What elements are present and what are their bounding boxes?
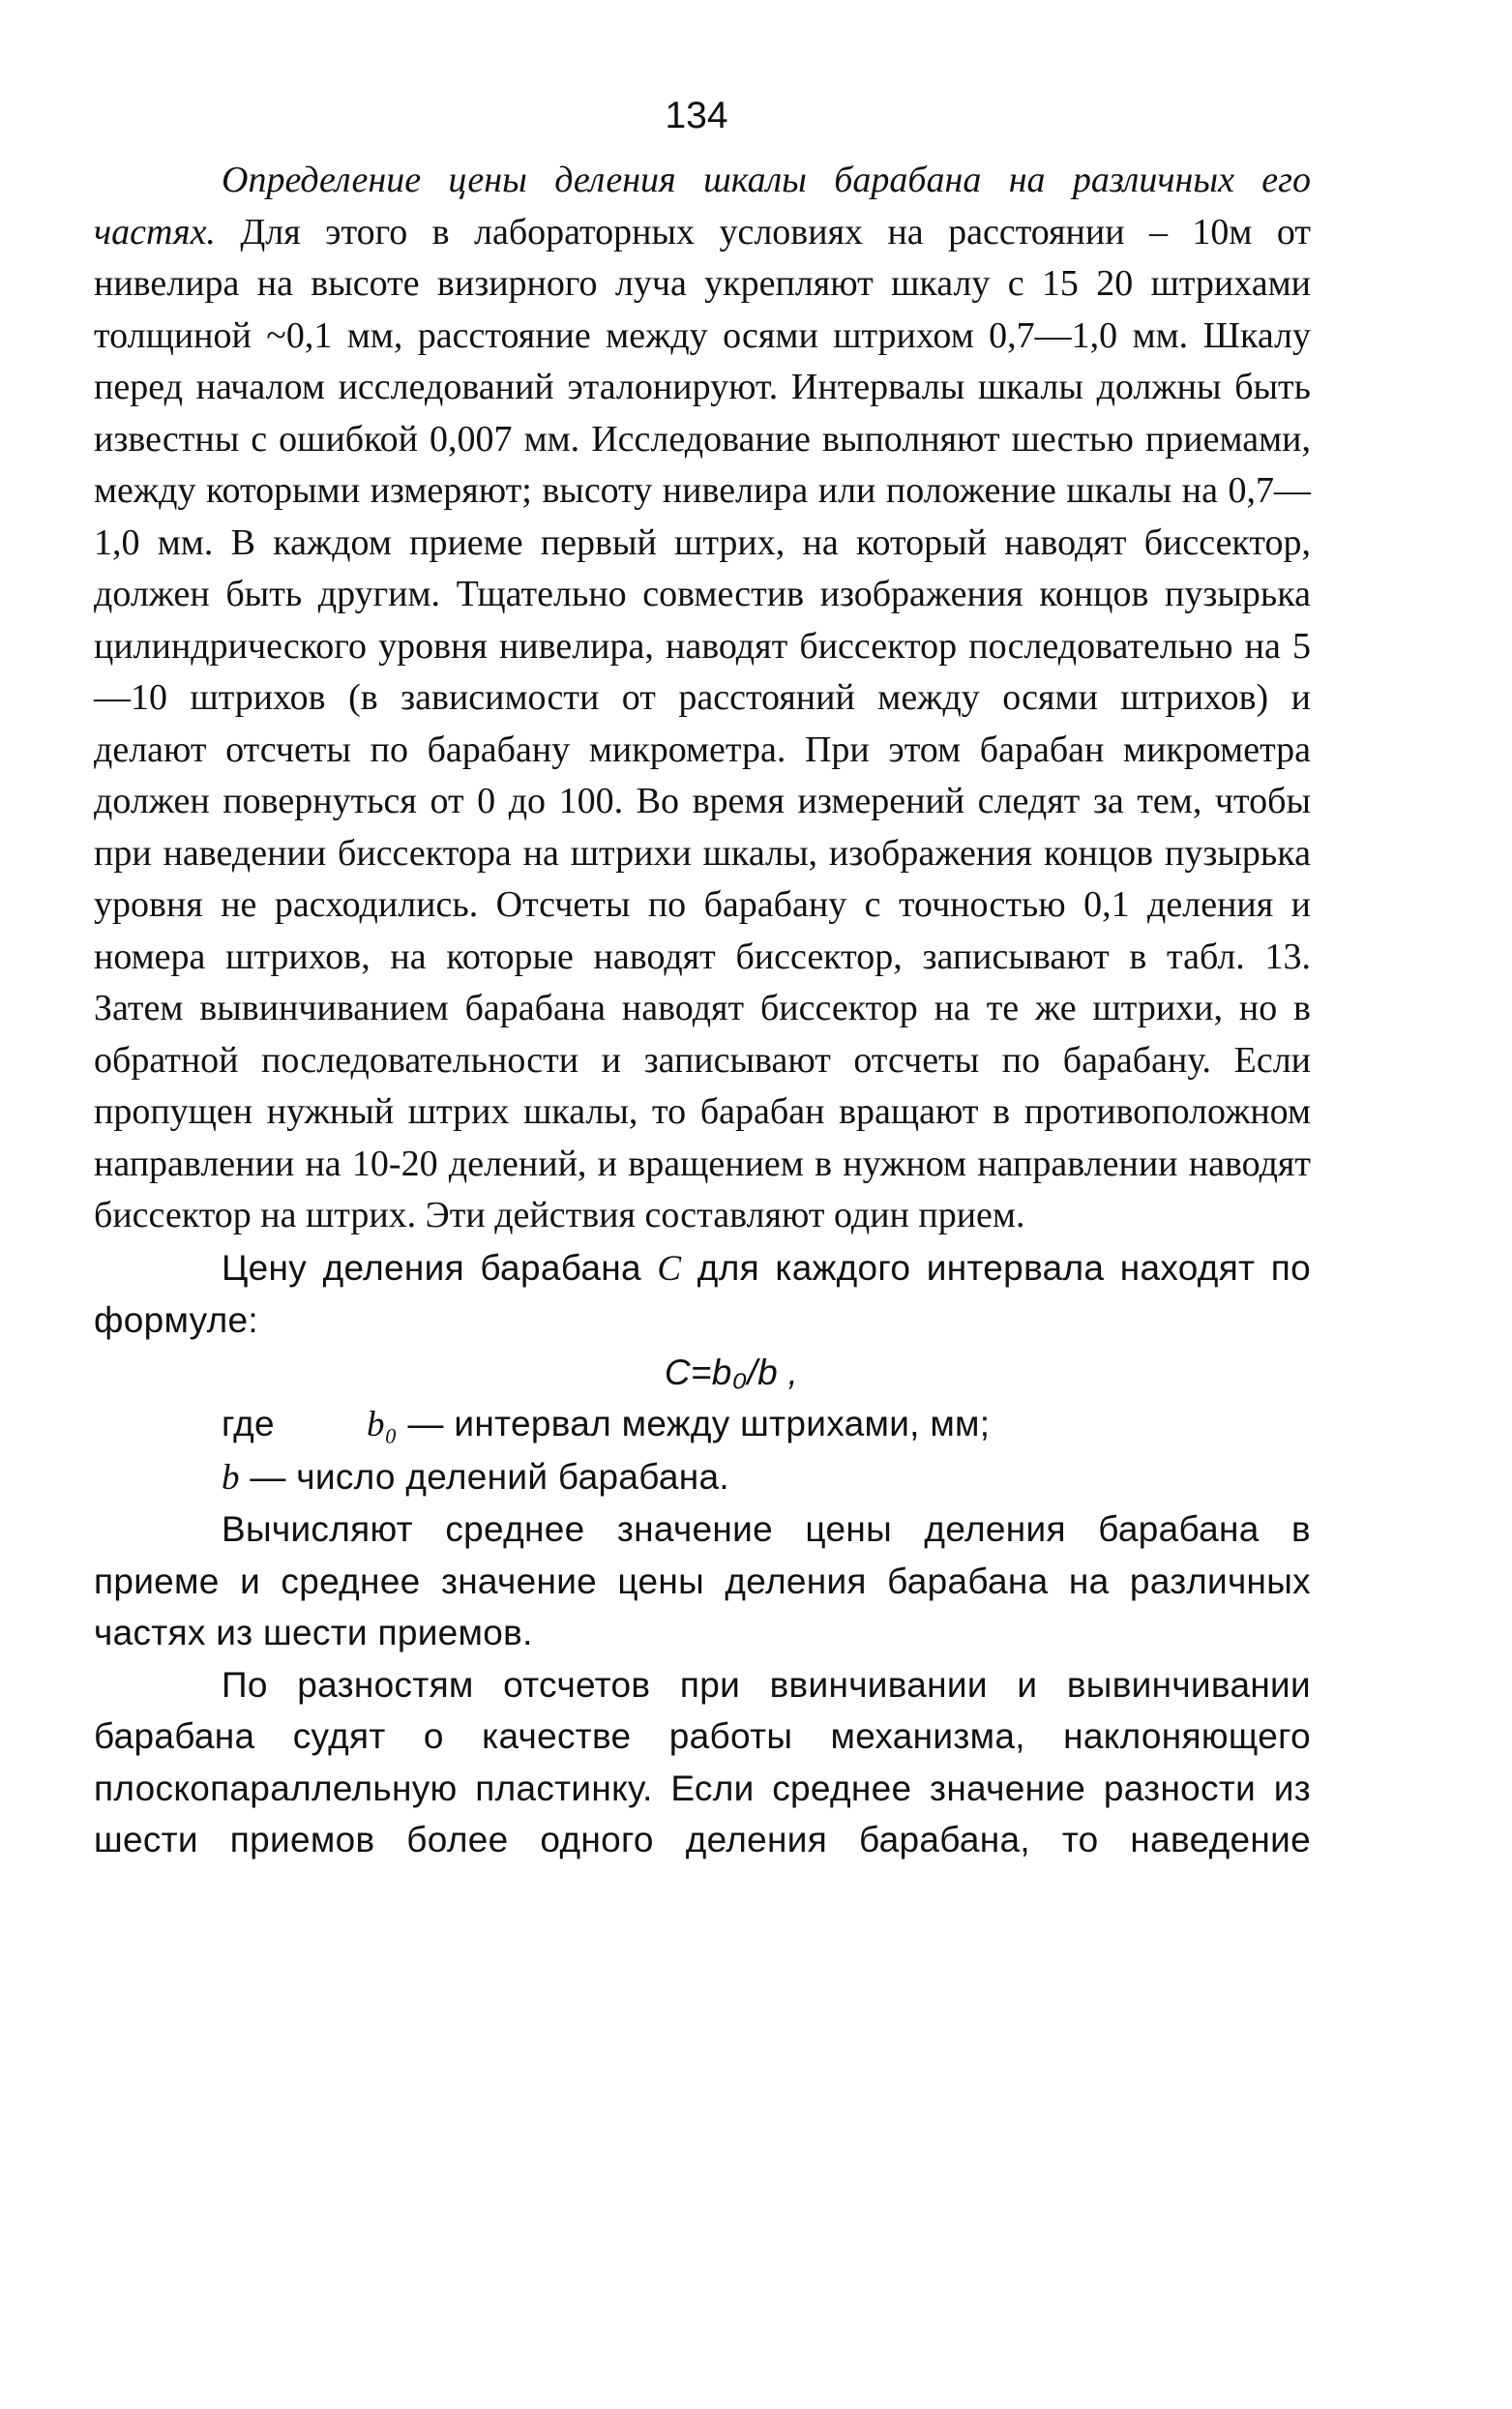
paragraph-formula-intro-start: Цену деления барабана (222, 1247, 658, 1288)
paragraph-method-body: Для этого в лабораторных условиях на расстоянии – 10м от нивелира на высоте визирного луча укрепляют шкалу с 15 20 штрихами толщиной ~0,1 мм, расстояние между осями штрихом 0,7—1,0 мм. Шкалу перед началом исследований эталонируют. Интервалы шкалы должны быть известны с ошибкой 0,007 мм. Исследование выполняют шестью приемами, между которыми измеряют; высоту нивелира или положение шкалы на 0,7—1,0 мм. В каждом приеме первый штрих, на который наводят биссектор, должен быть другим. Тщательно совместив изображения концов пузырька цилиндрического уровня нивелира, наводят биссектор последовательно на 5—10 штрихов (в зависимости от расстояний между осями штрихов) и делают отсчеты по барабану микрометра. При этом барабан микрометра должен повернуться от 0 до 100. Во время измерений следят за тем, чтобы при наведении биссектора на штрихи шкалы, изображения концов пузырька уровня не расходились. Отсчеты по барабану с точностью 0,1 деления и номера штрихов, на которые наводят биссектор, записывают в табл. 13. Затем вывинчиванием барабана наводят биссектор на те же штрихи, но в обратной последовательности и записывают отсчеты по барабану. Если пропущен нужный штрих шкалы, то барабан вращают в противоположном направлении на 10-20 делений, и вращением в нужном направлении наводят биссектор на штрих. Эти действия составляют один прием. (94, 211, 1311, 1235)
page-number: 134 (665, 95, 728, 136)
section-heading: Определение цены деления шкалы барабана на различных его частях. (94, 160, 1311, 253)
variable-b: b (222, 1457, 240, 1498)
paragraph-differences: По разностям отсчетов при ввинчивании и вывинчивании барабана судят о качестве работы механизма, наклоняющего плоскопараллельную пластинку. Если среднее значение разности из шести приемов более одного деления барабана, то наведение (94, 1664, 1311, 1859)
formula-section (94, 1242, 1311, 1866)
paragraph-formula-intro (94, 1242, 1311, 1347)
definition-b0 (94, 1398, 1311, 1451)
paragraph-formula-intro-end: для каждого интервала находят по формуле: (94, 1247, 1311, 1340)
definition-b-text: — число делений барабана. (239, 1456, 729, 1497)
definition-b0-text: — интервал между штрихами, мм; (397, 1404, 991, 1443)
formula: C=b₀/b , (664, 1352, 799, 1392)
paragraph-average: Вычисляют среднее значение цены деления барабана в приеме и среднее значение цены деления барабана на различных частях из шести приемов. (94, 1509, 1311, 1652)
variable-c: С (657, 1248, 682, 1289)
paragraph-method (94, 155, 1311, 1242)
definition-b (94, 1451, 1311, 1504)
variable-b0: b₀ (367, 1405, 398, 1444)
where-label: где (222, 1404, 275, 1443)
body-text (94, 155, 1311, 1866)
